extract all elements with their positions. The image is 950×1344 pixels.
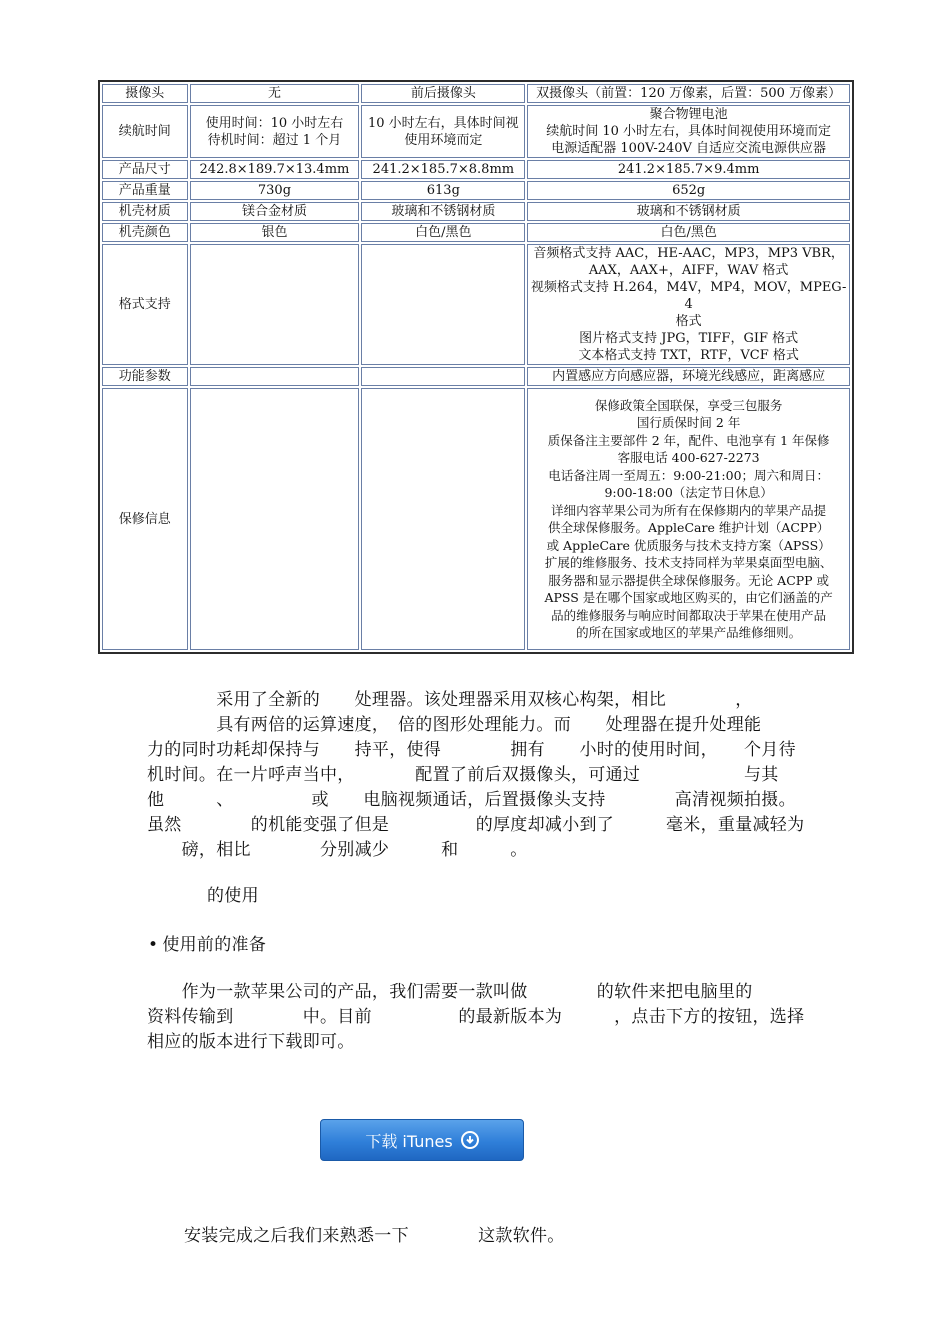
cell-c1: 242.8×189.7×13.4mm bbox=[190, 160, 360, 179]
cell-line: 聚合物锂电池 bbox=[649, 107, 728, 122]
closing-paragraph: 安装完成之后我们来熟悉一下 这款软件。 bbox=[184, 1226, 565, 1246]
cell-c1: 730g bbox=[190, 181, 360, 200]
row-label: 功能参数 bbox=[102, 367, 188, 386]
cell-line: 白色/黑色 bbox=[660, 225, 717, 240]
paragraph-line: 机时间。在一片呼声当中， 配置了前后双摄像头，可通过 与其 bbox=[147, 765, 779, 785]
cell-c3 bbox=[527, 244, 850, 365]
cell-c2 bbox=[361, 367, 525, 386]
paragraph-line: 力的同时功耗却保持与 持平，使得 拥有 小时的使用时间， 个月待 bbox=[147, 740, 796, 760]
table-row bbox=[102, 84, 850, 103]
cell-c3 bbox=[527, 367, 850, 386]
row-label: 保修信息 bbox=[102, 388, 188, 650]
cell-line: 国行质保时间 2 年 bbox=[636, 415, 741, 430]
intro-paragraph bbox=[147, 688, 807, 863]
row-label: 摄像头 bbox=[102, 84, 188, 103]
cell-c2 bbox=[361, 244, 525, 365]
row-label: 格式支持 bbox=[102, 244, 188, 365]
table-row bbox=[102, 367, 850, 386]
cell-c3 bbox=[527, 181, 850, 200]
cell-c2 bbox=[361, 105, 525, 158]
cell-line: 241.2×185.7×9.4mm bbox=[617, 162, 760, 177]
cell-line: 双摄像头（前置：120 万像素，后置：500 万像素） bbox=[536, 86, 842, 101]
itunes-paragraph bbox=[147, 980, 807, 1055]
row-label: 机壳颜色 bbox=[102, 223, 188, 242]
cell-line: 图片格式支持 JPG，TIFF，GIF 格式 bbox=[579, 331, 799, 346]
cell-c1: 镁合金材质 bbox=[190, 202, 360, 221]
cell-line: 客服电话 400-627-2273 bbox=[617, 450, 760, 465]
bullet-icon: • bbox=[148, 935, 159, 955]
cell-c3 bbox=[527, 388, 850, 650]
cell-c2 bbox=[361, 388, 525, 650]
download-itunes-button[interactable] bbox=[320, 1119, 524, 1161]
cell-line: 服务器和显示器提供全球保修服务。无论 ACPP 或 bbox=[548, 572, 830, 588]
cell-c2: 玻璃和不锈钢材质 bbox=[361, 202, 525, 221]
cell-line: 音频格式支持 AAC，HE-AAC，MP3，MP3 VBR， bbox=[533, 246, 844, 261]
cell-c2: 白色/黑色 bbox=[361, 223, 525, 242]
paragraph-line: 磅，相比 分别减少 和 。 bbox=[147, 840, 528, 860]
download-circle-icon bbox=[461, 1131, 479, 1149]
cell-line: 续航时间 10 小时左右，具体时间视使用环境而定 bbox=[546, 124, 832, 139]
cell-line: 扩展的维修服务、技术支持同样为苹果桌面型电脑、 bbox=[544, 555, 833, 570]
cell-line: 电源适配器 100V-240V 自适应交流电源供应器 bbox=[551, 141, 827, 156]
cell-c1: 银色 bbox=[190, 223, 360, 242]
cell-line: 品的维修服务与响应时间都取决于苹果在使用产品 bbox=[551, 607, 827, 623]
cell-line: 使用时间：10 小时左右 bbox=[205, 115, 344, 131]
cell-c3 bbox=[527, 84, 850, 103]
paragraph-line: 作为一款苹果公司的产品，我们需要一款叫做 的软件来把电脑里的 bbox=[147, 982, 753, 1002]
preparation-heading bbox=[148, 933, 808, 958]
paragraph-line: 采用了全新的 处理器。该处理器采用双核心构架，相比 ， bbox=[147, 690, 753, 710]
row-label: 产品重量 bbox=[102, 181, 188, 200]
paragraph-line: 他 、 或 电脑视频通话，后置摄像头支持 高清视频拍摄。 bbox=[147, 790, 796, 810]
cell-c3 bbox=[527, 223, 850, 242]
paragraph-line: 相应的版本进行下载即可。 bbox=[147, 1032, 355, 1052]
cell-line: 9:00-18:00（法定节日休息） bbox=[604, 485, 773, 500]
cell-line: 格式 bbox=[675, 314, 702, 329]
cell-line: 玻璃和不锈钢材质 bbox=[636, 204, 741, 219]
cell-c2: 241.2×185.7×8.8mm bbox=[361, 160, 525, 179]
row-label: 续航时间 bbox=[102, 105, 188, 158]
cell-line: AAX，AAX+，AIFF，WAV 格式 bbox=[588, 263, 789, 278]
table-row bbox=[102, 105, 850, 158]
table-row bbox=[102, 223, 850, 242]
cell-line: 电话备注周一至周五：9:00-21:00；周六和周日： bbox=[548, 467, 830, 483]
spec-table bbox=[98, 80, 854, 654]
row-label: 产品尺寸 bbox=[102, 160, 188, 179]
cell-line: 10 小时左右，具体时间视 bbox=[367, 115, 519, 131]
row-label: 机壳材质 bbox=[102, 202, 188, 221]
paragraph-line: 资料传输到 中。目前 的最新版本为 ，点击下方的按钮，选择 bbox=[147, 1007, 805, 1027]
cell-line: 或 AppleCare 优质服务与技术支持方案（APSS） bbox=[546, 537, 831, 553]
paragraph-line: 具有两倍的运算速度， 倍的图形处理能力。而 处理器在提升处理能 bbox=[147, 715, 762, 735]
cell-c1: 无 bbox=[190, 84, 360, 103]
cell-line: APSS 是在哪个国家或地区购买的，由它们涵盖的产 bbox=[544, 590, 833, 605]
cell-c1 bbox=[190, 388, 360, 650]
preparation-heading-text: 使用前的准备 bbox=[162, 935, 267, 955]
cell-line: 652g bbox=[672, 183, 706, 198]
cell-c2: 前后摄像头 bbox=[361, 84, 525, 103]
cell-line: 待机时间：超过 1 个月 bbox=[207, 132, 342, 148]
cell-line: 质保备注主要部件 2 年，配件、电池享有 1 年保修 bbox=[547, 432, 830, 448]
cell-c1 bbox=[190, 367, 360, 386]
cell-line: 内置感应方向感应器，环境光线感应，距离感应 bbox=[552, 369, 826, 384]
cell-c3 bbox=[527, 202, 850, 221]
cell-c2: 613g bbox=[361, 181, 525, 200]
table-row bbox=[102, 388, 850, 650]
paragraph-line: 虽然 的机能变强了但是 的厚度却减小到了 毫米，重量减轻为 bbox=[147, 815, 805, 835]
cell-c3 bbox=[527, 105, 850, 158]
table-row bbox=[102, 202, 850, 221]
table-row bbox=[102, 181, 850, 200]
cell-line: 详细内容苹果公司为所有在保修期内的苹果产品提 bbox=[551, 502, 827, 518]
download-button-label: 下载 iTunes bbox=[365, 1131, 453, 1151]
cell-line: 供全球保修服务。AppleCare 维护计划（ACPP） bbox=[548, 520, 830, 535]
cell-c1 bbox=[190, 105, 360, 158]
usage-heading: 的使用 bbox=[207, 886, 259, 906]
cell-c1 bbox=[190, 244, 360, 365]
cell-line: 文本格式支持 TXT，RTF，VCF 格式 bbox=[578, 348, 799, 363]
cell-c3 bbox=[527, 160, 850, 179]
cell-line: 保修政策全国联保，享受三包服务 bbox=[594, 397, 783, 413]
table-row bbox=[102, 244, 850, 365]
cell-line: 的所在国家或地区的苹果产品维修细则。 bbox=[576, 625, 802, 640]
cell-line: 视频格式支持 H.264，M4V，MP4，MOV，MPEG-4 bbox=[530, 280, 847, 312]
cell-line: 使用环境而定 bbox=[404, 132, 483, 148]
table-row bbox=[102, 160, 850, 179]
